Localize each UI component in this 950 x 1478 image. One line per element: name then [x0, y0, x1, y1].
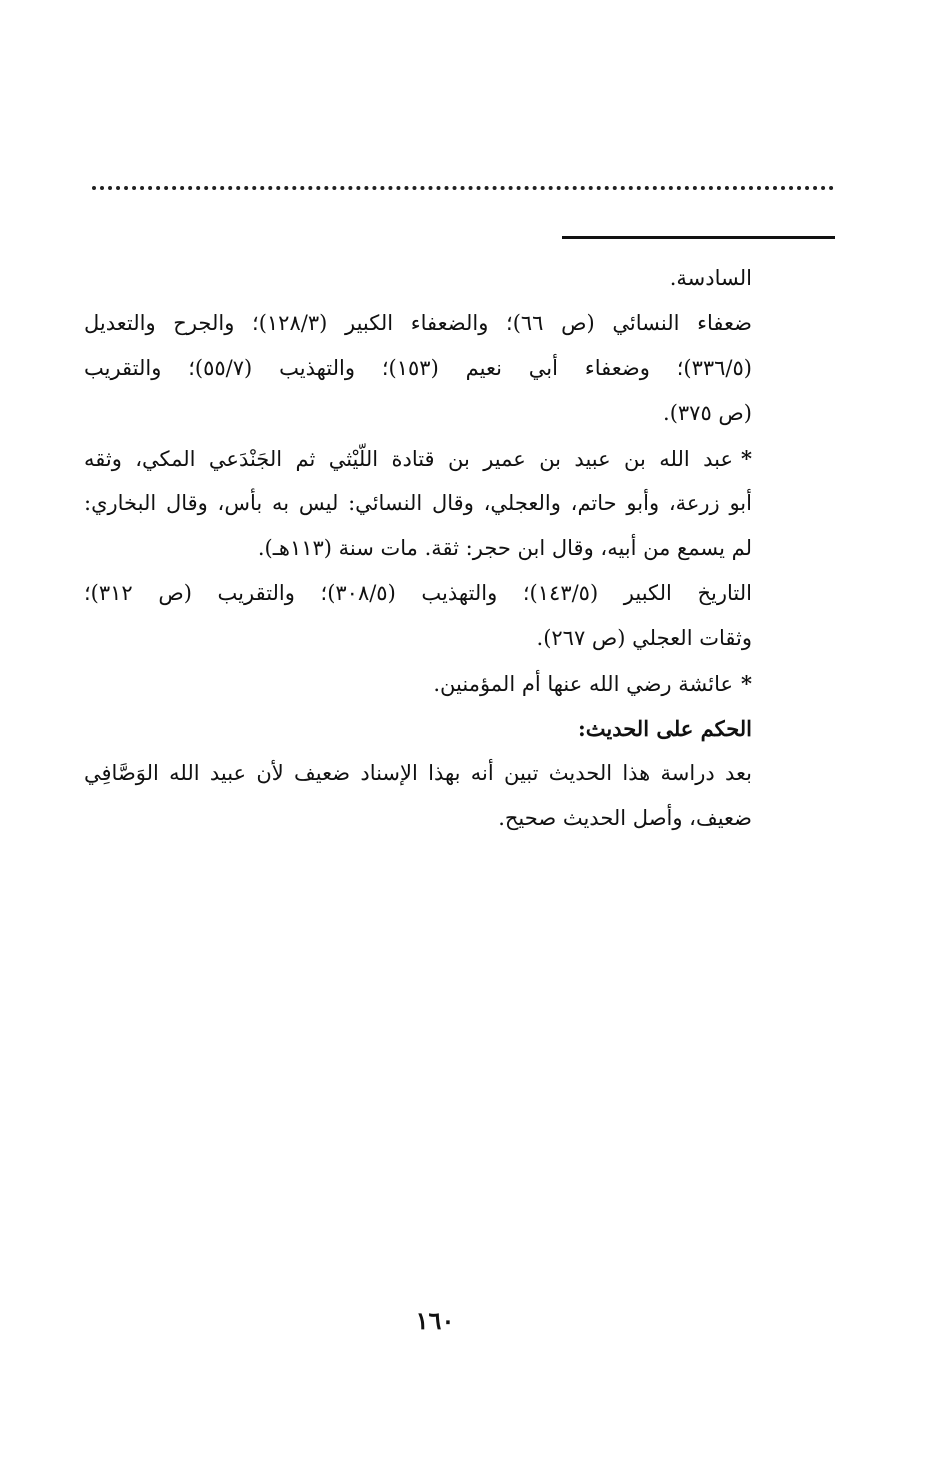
line-text: التاريخ الكبير (١٤٣/٥)؛ والتهذيب (٣٠٨/٥)؛ والتقريب (ص ٣١٢)؛	[84, 581, 752, 605]
line-text: الحكم على الحديث:	[578, 716, 752, 741]
text-line	[84, 256, 752, 301]
footnote-dotted-separator	[92, 186, 834, 190]
asterisk-bullet-icon: *	[741, 671, 752, 696]
text-line	[84, 751, 752, 796]
text-line	[84, 616, 752, 661]
text-line	[84, 346, 752, 391]
line-text: السادسة.	[669, 266, 752, 290]
section-heading	[84, 706, 752, 751]
line-text: ضعفاء النسائي (ص ٦٦)؛ والضعفاء الكبير (١٢٨/٣)؛ والجرح والتعديل	[84, 311, 752, 335]
text-line	[84, 391, 752, 436]
line-text: عائشة رضي الله عنها أم المؤمنين.	[433, 672, 734, 696]
text-line	[84, 436, 752, 481]
text-line	[84, 571, 752, 616]
footnote-solid-separator	[562, 236, 835, 239]
text-line	[84, 796, 752, 841]
line-text: عبد الله بن عبيد بن عمير بن قتادة اللّيْثي ثم الجَنْدَعي المكي، وثقه	[84, 447, 734, 471]
page-number: ١٦٠	[415, 1306, 455, 1335]
asterisk-bullet-icon: *	[741, 446, 752, 471]
footnote-text-block	[84, 256, 752, 841]
line-text: ضعيف، وأصل الحديث صحيح.	[498, 806, 752, 830]
line-text: (ص ٣٧٥).	[663, 401, 752, 425]
text-line	[84, 481, 752, 526]
text-line	[84, 301, 752, 346]
line-text: لم يسمع من أبيه، وقال ابن حجر: ثقة. مات سنة (١١٣هـ).	[257, 536, 752, 560]
line-text: بعد دراسة هذا الحديث تبين أنه بهذا الإسناد ضعيف لأن عبيد الله الوَصَّافِي	[84, 761, 752, 785]
line-text: أبو زرعة، وأبو حاتم، والعجلي، وقال النسائي: ليس به بأس، وقال البخاري:	[84, 491, 752, 515]
line-text: (٣٣٦/٥)؛ وضعفاء أبي نعيم (١٥٣)؛ والتهذيب (٥٥/٧)؛ والتقريب	[84, 356, 752, 380]
text-line	[84, 526, 752, 571]
text-line	[84, 661, 752, 706]
line-text: وثقات العجلي (ص ٢٦٧).	[536, 626, 752, 650]
